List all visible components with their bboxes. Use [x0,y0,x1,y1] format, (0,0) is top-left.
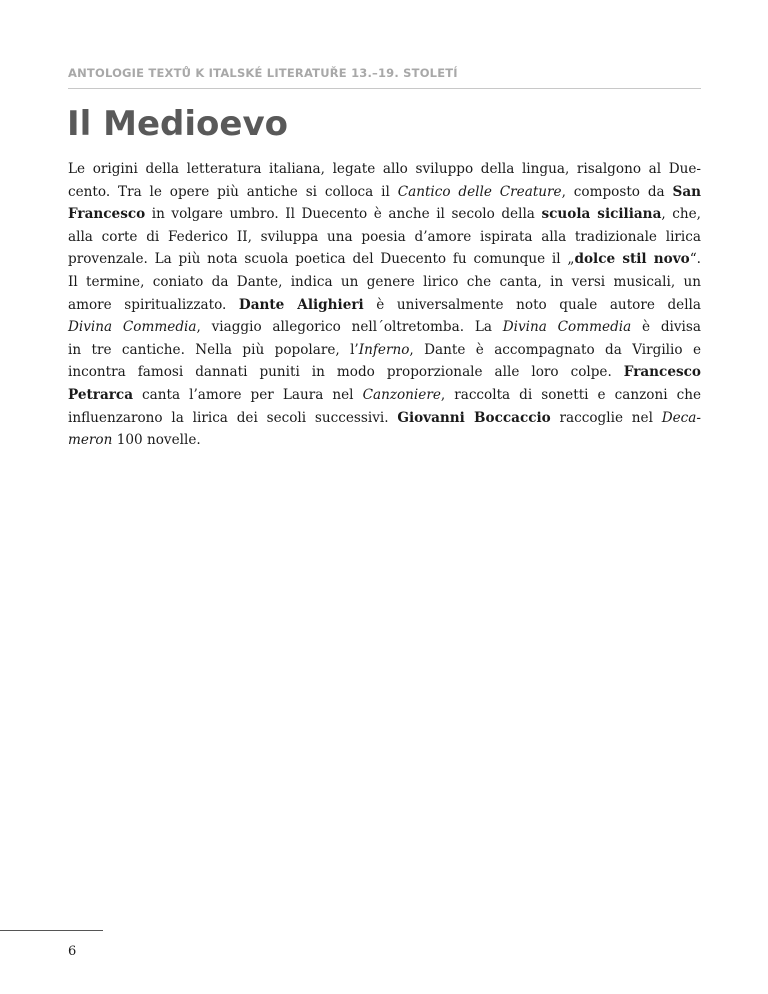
text-line [68,316,701,339]
text-run: Le origini della letteratura italiana, legate allo sviluppo della lingua, risalgono al Due- [68,161,701,177]
text-run: amore spiritualizzato. [68,296,239,313]
text-run: è universalmente noto quale autore della [363,296,701,313]
text-run: provenzale. La più nota scuola poetica del Duecento fu comunque il „ [68,251,575,268]
italic-text: Canzoniere [362,386,441,403]
bold-text: Petrarca [68,386,134,403]
text-line [68,158,701,181]
text-run: influenzarono la lirica dei secoli successivi. [68,409,398,426]
bold-text: San [672,183,702,200]
text-line [68,339,701,362]
text-line [68,384,701,407]
italic-text: Deca- [661,409,701,426]
text-line [68,248,701,271]
header-divider [68,88,701,89]
text-line [68,226,701,249]
text-run: , viaggio allegorico nell´oltretomba. La [196,319,503,336]
text-line [68,181,701,204]
text-run: 100 novelle. [112,432,201,449]
text-run: , che, [661,206,701,223]
text-run: in volgare umbro. Il Duecento è anche il secolo della [145,206,542,223]
text-line [68,429,701,452]
italic-text: Inferno [358,341,410,358]
text-line [68,203,701,226]
bold-text: Giovanni Boccaccio [397,409,551,426]
text-run: Il termine, coniato da Dante, indica un genere lirico che canta, in versi musicali, un [68,273,701,290]
text-line [68,271,701,294]
text-run: in tre cantiche. Nella più popolare, l’ [68,341,359,358]
page-number: 6 [68,944,77,959]
bold-text: dolce stil novo [574,251,690,268]
body-paragraph [68,158,701,452]
italic-text: Divina Commedia [68,319,197,336]
text-run: è divisa [631,319,701,336]
italic-text: Cantico delle Creature [397,183,562,200]
bold-text: Francesco [623,364,701,381]
text-run: raccoglie nel [550,409,662,426]
italic-text: meron [68,432,113,449]
text-run: , raccolta di sonetti e canzoni che [440,386,701,403]
running-header: ANTOLOGIE TEXTŮ K ITALSKÉ LITERATUŘE 13.–19. STOLETÍ [68,66,458,80]
italic-text: Divina Commedia [502,319,632,336]
page-title: Il Medioevo [67,104,288,144]
text-run: canta l’amore per Laura nel [133,386,363,403]
text-run: cento. Tra le opere più antiche si colloca il [68,183,398,200]
text-run: alla corte di Federico II, sviluppa una poesia d’amore ispirata alla tradizionale lirica [68,228,701,245]
bold-text: Francesco [68,206,146,223]
bold-text: Dante Alighieri [238,296,364,313]
text-line [68,407,701,430]
text-run: , Dante è accompagnato da Virgilio e [409,341,701,358]
footer-divider [0,930,103,931]
bold-text: scuola siciliana [541,206,662,223]
text-line [68,294,701,317]
text-run: , composto da [561,183,673,200]
text-line [68,361,701,384]
text-run: incontra famosi dannati puniti in modo proporzionale alle loro colpe. [68,364,624,381]
text-run: “. [689,251,701,268]
